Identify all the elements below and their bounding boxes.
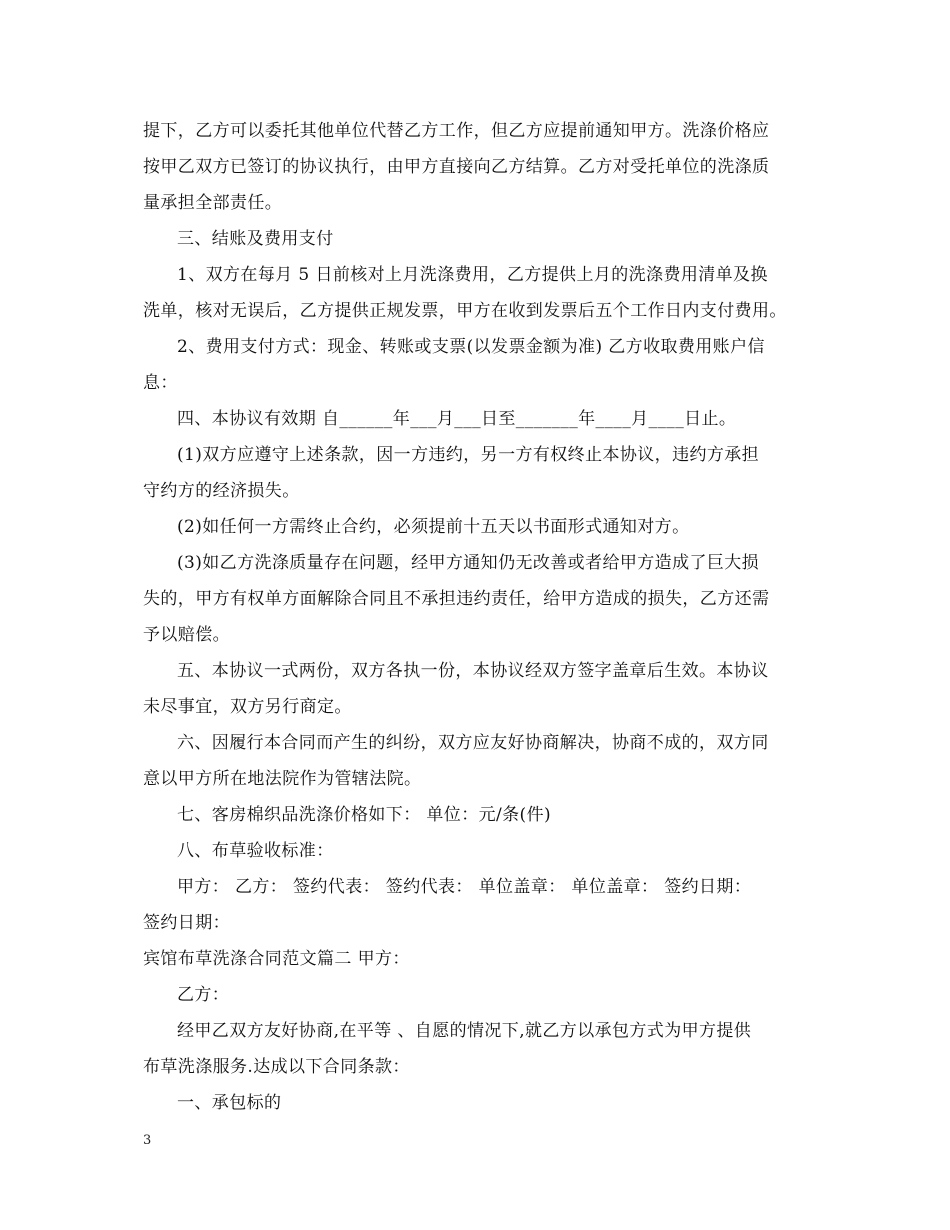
text-line: (3)如乙方洗涤质量存在问题，经甲方通知仍无改善或者给甲方造成了巨大损 bbox=[177, 553, 760, 573]
text-line: 未尽事宜，双方另行商定。 bbox=[143, 697, 352, 717]
text-line: (2)如任何一方需终止合约，必须提前十五天以书面形式通知对方。 bbox=[177, 517, 690, 537]
text-line: 经甲乙双方友好协商,在平等 、自愿的情况下,就乙方以承包方式为甲方提供 bbox=[177, 1021, 752, 1041]
section-heading: 三、结账及费用支付 bbox=[177, 229, 334, 249]
text-line: 布草洗涤服务.达成以下合同条款： bbox=[143, 1057, 410, 1077]
section-heading: 五、本协议一式两份，双方各执一份，本协议经双方签字盖章后生效。本协议 bbox=[177, 661, 769, 681]
text-line: (1)双方应遵守上述条款，因一方违约，另一方有权终止本协议，违约方承担 bbox=[177, 445, 760, 465]
signature-line: 甲方： 乙方： 签约代表： 签约代表： 单位盖章： 单位盖章： 签约日期： bbox=[177, 877, 752, 897]
page-number: 3 bbox=[143, 1133, 152, 1148]
section-heading: 一、承包标的 bbox=[177, 1093, 282, 1113]
text-line: 洗单，核对无误后，乙方提供正规发票，甲方在收到发票后五个工作日内支付费用。 bbox=[143, 301, 787, 321]
section-heading: 八、布草验收标准： bbox=[177, 841, 334, 861]
text-line: 1、双方在每月 5 日前核对上月洗涤费用，乙方提供上月的洗涤费用清单及换 bbox=[177, 265, 768, 285]
text-line: 守约方的经济损失。 bbox=[143, 481, 300, 501]
text-line: 按甲乙双方已签订的协议执行，由甲方直接向乙方结算。乙方对受托单位的洗涤质 bbox=[143, 157, 770, 177]
text-line: 失的，甲方有权单方面解除合同且不承担违约责任，给甲方造成的损失，乙方还需 bbox=[143, 589, 770, 609]
text-line: 息： bbox=[143, 373, 178, 393]
signature-line: 签约日期： bbox=[143, 913, 230, 933]
text-line: 提下，乙方可以委托其他单位代替乙方工作，但乙方应提前通知甲方。洗涤价格应 bbox=[143, 121, 770, 141]
section-heading: 七、客房棉织品洗涤价格如下： 单位：元/条(件) bbox=[177, 805, 551, 825]
text-line: 量承担全部责任。 bbox=[143, 193, 283, 213]
text-line: 2、费用支付方式：现金、转账或支票(以发票金额为准) 乙方收取费用账户信 bbox=[177, 337, 765, 357]
text-line: 乙方： bbox=[177, 985, 230, 1005]
text-line: 予以赔偿。 bbox=[143, 625, 230, 645]
text-line: 意以甲方所在地法院作为管辖法院。 bbox=[143, 769, 422, 789]
section-heading: 四、本协议有效期 自______年___月___日至_______年____月____日止。 bbox=[177, 409, 737, 429]
section-heading: 六、因履行本合同而产生的纠纷，双方应友好协商解决，协商不成的，双方同 bbox=[177, 733, 769, 753]
section-title: 宾馆布草洗涤合同范文篇二 甲方： bbox=[143, 949, 410, 969]
